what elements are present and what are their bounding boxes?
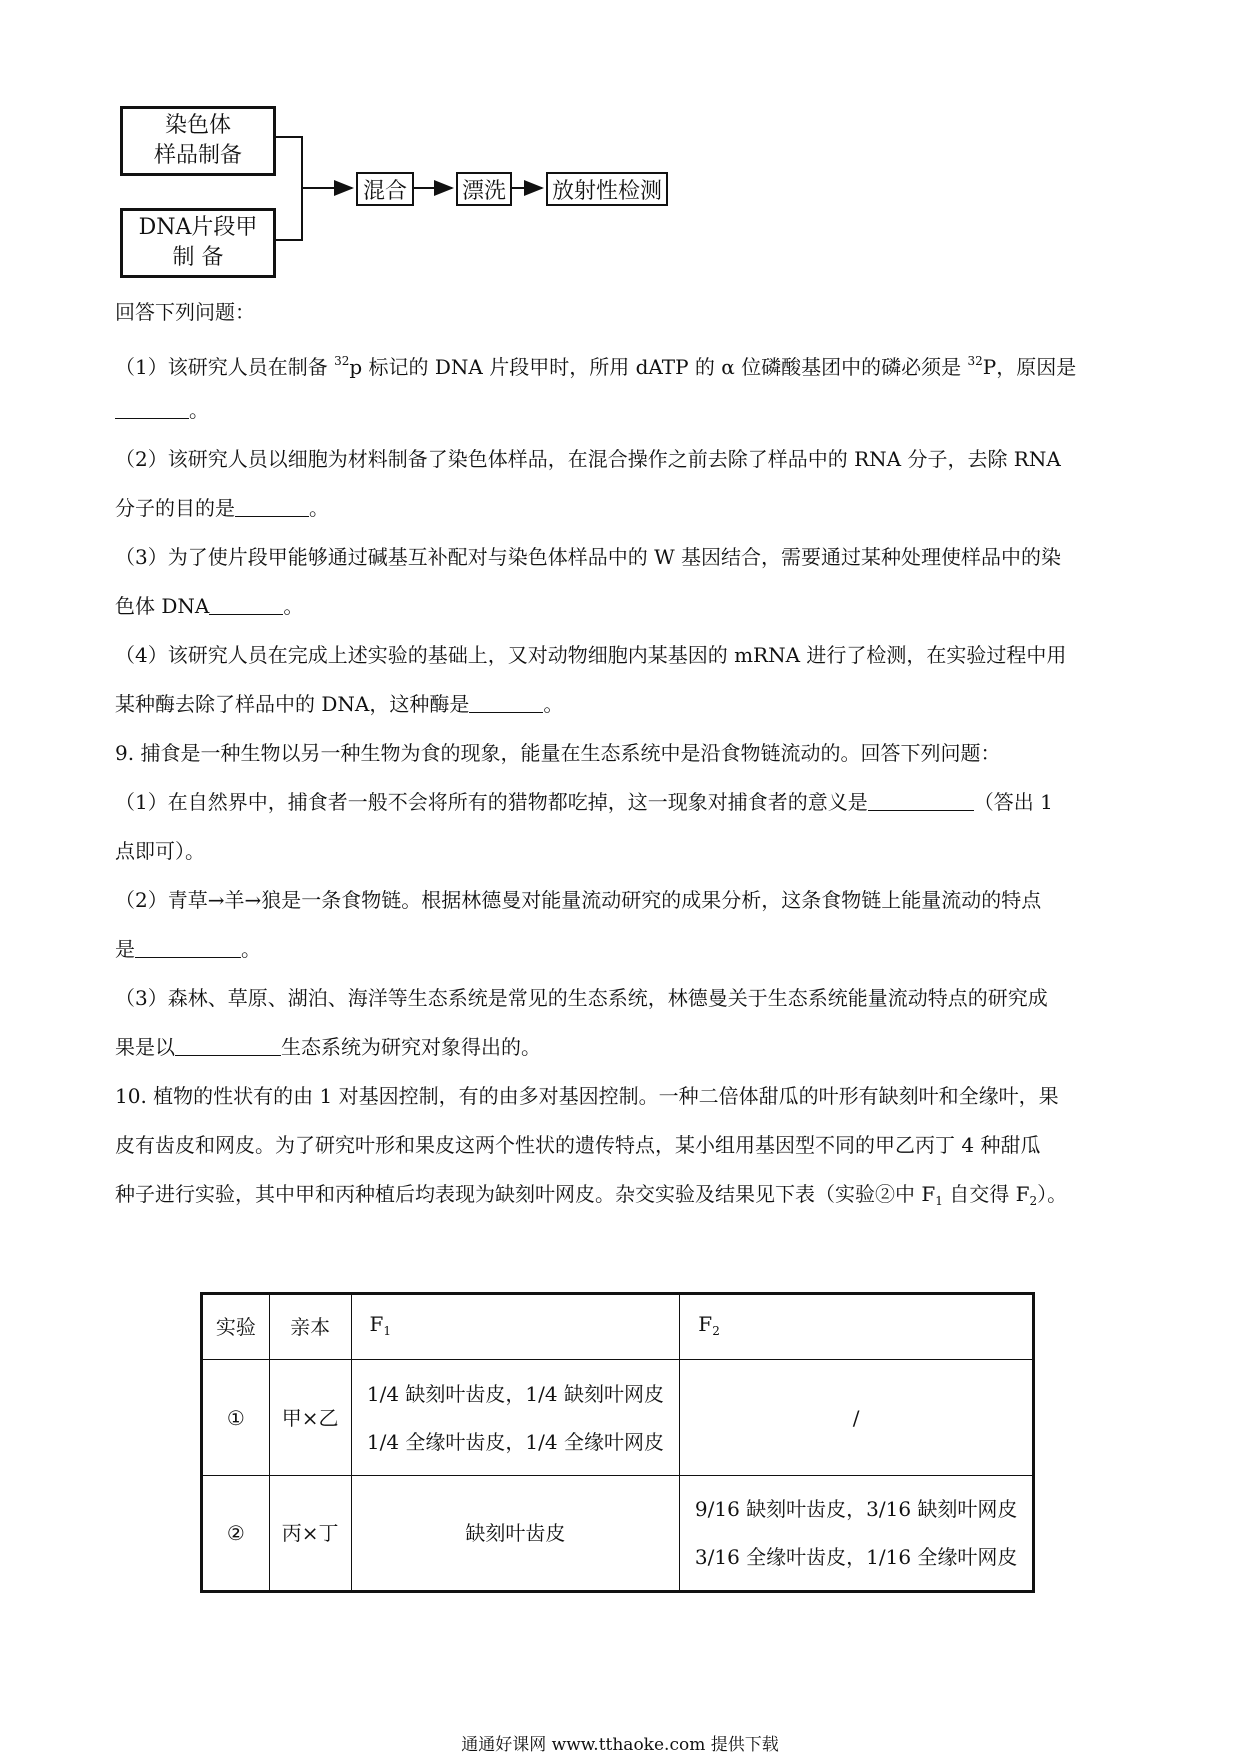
q9-part3-line1: （3）森林、草原、湖泊、海洋等生态系统是常见的生态系统，林德曼关于生态系统能量流动特点的研究成 [115, 986, 1048, 1010]
flow-box-line: 制 备 [172, 245, 224, 270]
text: 生态系统为研究对象得出的。 [281, 1035, 541, 1059]
subscript: 1 [383, 1323, 392, 1338]
q8-part3-line1: （3）为了使片段甲能够通过碱基互补配对与染色体样品中的 W 基因结合，需要通过某种处理使样品中的染 [115, 545, 1061, 569]
page-footer: 通通好课网 www.tthaoke.com 提供下载 [461, 1735, 779, 1755]
row-id: ② [202, 1476, 270, 1592]
flow-box-line: DNA片段甲 [138, 215, 258, 240]
flow-box-line: 样品制备 [153, 143, 242, 168]
answer-blank [235, 496, 309, 517]
text: F [698, 1311, 713, 1336]
text: 种子进行实验，其中甲和丙种植后均表现为缺刻叶网皮。杂交实验及结果见下表（实验②中 F [115, 1182, 936, 1206]
answer-blank [469, 692, 543, 713]
text: p 标记的 DNA 片段甲时，所用 dATP 的 α 位磷酸基团中的磷必须是 [349, 355, 968, 379]
q9-part2-line1: （2）青草→羊→狼是一条食物链。根据林德曼对能量流动研究的成果分析，这条食物链上能量流动的特点 [115, 888, 1042, 912]
q8-part1-line2 [115, 394, 209, 426]
answer-blank [175, 1035, 281, 1056]
text: 自交得 F [942, 1182, 1030, 1206]
q9-part3-line2 [115, 1031, 541, 1063]
row-parents: 甲×乙 [269, 1360, 351, 1476]
text: 。 [241, 937, 261, 961]
q8-part4-line2 [115, 688, 563, 720]
text: 果是以 [115, 1035, 175, 1059]
superscript: 32 [967, 354, 983, 368]
q8-intro: 回答下列问题： [115, 300, 255, 324]
text: 是 [115, 937, 135, 961]
q9-part1-line1 [115, 786, 1053, 818]
text: P，原因是 [982, 355, 1077, 379]
cell-line: 9/16 缺刻叶齿皮，3/16 缺刻叶网皮 [694, 1497, 1018, 1521]
answer-blank [209, 594, 283, 615]
header-parents: 亲本 [269, 1294, 351, 1360]
q10-line1: 10. 植物的性状有的由 1 对基因控制，有的由多对基因控制。一种二倍体甜瓜的叶形有缺刻叶和全缘叶，果 [115, 1084, 1059, 1108]
subscript: 2 [712, 1323, 720, 1338]
text: 。 [189, 398, 209, 422]
row-parents: 丙×丁 [269, 1476, 351, 1592]
q8-part2-line2 [115, 492, 329, 524]
q8-part3-line2 [115, 590, 303, 622]
header-f2 [680, 1294, 1034, 1360]
q10-line2: 皮有齿皮和网皮。为了研究叶形和果皮这两个性状的遗传特点，某小组用基因型不同的甲乙丙丁 4 种甜瓜 [115, 1133, 1041, 1157]
table-header-row [202, 1294, 1034, 1360]
text: 某种酶去除了样品中的 DNA，这种酶是 [115, 692, 470, 716]
q9-part1-line2: 点即可）。 [115, 839, 205, 863]
q9-part2-line2 [115, 933, 261, 965]
text: ）。 [1037, 1182, 1068, 1206]
q8-part4-line1: （4）该研究人员在完成上述实验的基础上，又对动物细胞内某基因的 mRNA 进行了检测，在实验过程中用 [115, 643, 1067, 667]
subscript: 1 [935, 1194, 943, 1208]
text: 。 [309, 496, 329, 520]
text: 分子的目的是 [115, 496, 235, 520]
row-f2 [680, 1476, 1034, 1592]
header-experiment: 实验 [202, 1294, 270, 1360]
row-f1 [351, 1360, 680, 1476]
table-row [202, 1476, 1034, 1592]
text: 。 [283, 594, 304, 618]
text: （1）该研究人员在制备 [115, 355, 335, 379]
answer-blank [115, 398, 189, 419]
flow-step-mix: 混合 [356, 172, 414, 206]
row-f1: 缺刻叶齿皮 [351, 1476, 680, 1592]
text: F [369, 1311, 384, 1336]
cell-line: 1/4 缺刻叶齿皮，1/4 缺刻叶网皮 [366, 1381, 664, 1406]
header-f1 [351, 1294, 680, 1360]
table-row [202, 1360, 1034, 1476]
cell-line: 1/4 全缘叶齿皮，1/4 全缘叶网皮 [366, 1429, 664, 1454]
flow-step-rinse: 漂洗 [456, 172, 512, 206]
answer-blank [135, 937, 241, 958]
q8-part2-line1: （2）该研究人员以细胞为材料制备了染色体样品，在混合操作之前去除了样品中的 RNA 分子，去除 RNA [115, 447, 1061, 471]
row-f2: / [680, 1360, 1034, 1476]
hybridization-results-table [200, 1292, 1035, 1593]
q9-stem: 9. 捕食是一种生物以另一种生物为食的现象，能量在生态系统中是沿食物链流动的。回答下列问题： [115, 741, 1001, 765]
text: （答出 1 [973, 790, 1053, 814]
cell-line: 3/16 全缘叶齿皮，1/16 全缘叶网皮 [694, 1545, 1018, 1569]
flow-box-line: 染色体 [164, 113, 231, 138]
text: （1）在自然界中，捕食者一般不会将所有的猎物都吃掉，这一现象对捕食者的意义是 [115, 790, 868, 814]
q10-line3 [115, 1178, 1067, 1217]
row-id: ① [202, 1360, 270, 1476]
flow-step-radioactivity-detection: 放射性检测 [546, 172, 668, 206]
superscript: 32 [334, 354, 350, 368]
subscript: 2 [1029, 1194, 1038, 1208]
text: 色体 DNA [115, 594, 210, 618]
answer-blank [868, 790, 974, 811]
flow-connectors [0, 0, 700, 300]
text: 。 [543, 692, 564, 716]
q8-part1-line1 [115, 345, 1076, 383]
